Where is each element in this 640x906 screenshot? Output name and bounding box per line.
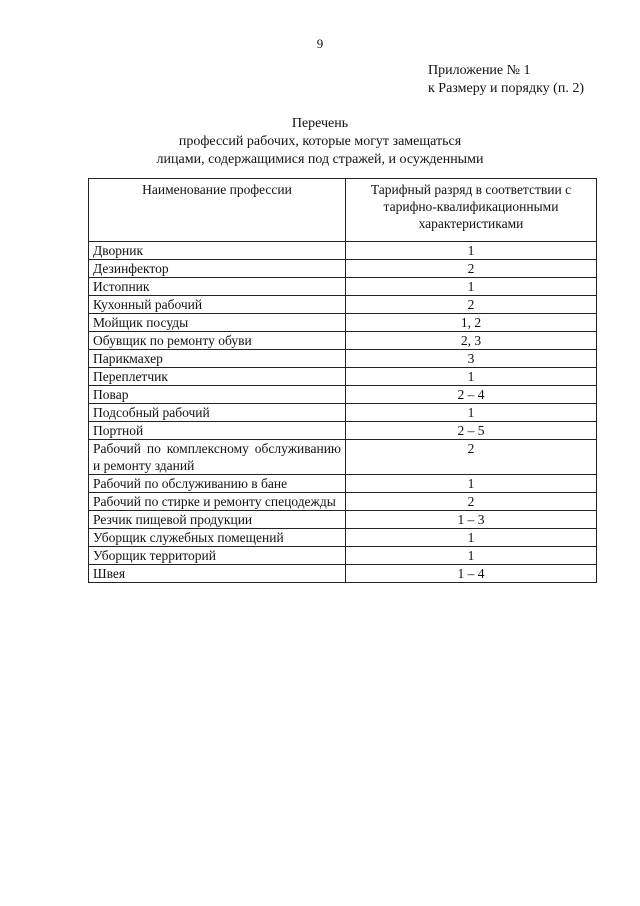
heading-line-3: лицами, содержащимися под стражей, и осужденными xyxy=(156,152,484,167)
heading-title: Перечень xyxy=(291,116,349,131)
profession-name: Подсобный рабочий xyxy=(89,404,346,422)
column-header-grade: Тарифный разряд в соответствии с тарифно-квалификационными характеристиками xyxy=(346,179,597,242)
table-header-row xyxy=(89,179,597,242)
table-row xyxy=(89,511,597,529)
tariff-grade: 2, 3 xyxy=(346,332,597,350)
table-row xyxy=(89,386,597,404)
tariff-grade: 1 xyxy=(346,529,597,547)
table-row xyxy=(89,422,597,440)
profession-name: Уборщик служебных помещений xyxy=(89,529,346,547)
table-row xyxy=(89,565,597,583)
profession-name: Резчик пищевой продукции xyxy=(89,511,346,529)
tariff-grade: 3 xyxy=(346,350,597,368)
profession-name: Швея xyxy=(89,565,346,583)
tariff-grade: 2 – 5 xyxy=(346,422,597,440)
profession-name: Парикмахер xyxy=(89,350,346,368)
professions-table xyxy=(88,178,597,583)
table-row xyxy=(89,278,597,296)
profession-name: Повар xyxy=(89,386,346,404)
profession-name: Обувщик по ремонту обуви xyxy=(89,332,346,350)
table-row xyxy=(89,296,597,314)
table-row xyxy=(89,242,597,260)
document-heading xyxy=(0,115,640,169)
tariff-grade: 2 xyxy=(346,440,597,475)
profession-name: Дворник xyxy=(89,242,346,260)
table-row xyxy=(89,475,597,493)
tariff-grade: 1 xyxy=(346,404,597,422)
tariff-grade: 1 xyxy=(346,278,597,296)
appendix-line-2: к Размеру и порядку (п. 2) xyxy=(428,81,584,96)
tariff-grade: 2 – 4 xyxy=(346,386,597,404)
profession-name: Дезинфектор xyxy=(89,260,346,278)
tariff-grade: 1, 2 xyxy=(346,314,597,332)
column-header-profession: Наименование профессии xyxy=(89,179,346,242)
table-row xyxy=(89,440,597,475)
appendix-note xyxy=(428,62,628,98)
table-row xyxy=(89,332,597,350)
profession-name: Истопник xyxy=(89,278,346,296)
tariff-grade: 1 – 3 xyxy=(346,511,597,529)
profession-name: Рабочий по обслуживанию в бане xyxy=(89,475,346,493)
tariff-grade: 1 xyxy=(346,368,597,386)
profession-name: Уборщик территорий xyxy=(89,547,346,565)
table-row xyxy=(89,404,597,422)
table-row xyxy=(89,314,597,332)
page-number: 9 xyxy=(316,36,324,51)
tariff-grade: 1 xyxy=(346,547,597,565)
tariff-grade: 2 xyxy=(346,260,597,278)
profession-name: Переплетчик xyxy=(89,368,346,386)
table-row xyxy=(89,547,597,565)
profession-name: Кухонный рабочий xyxy=(89,296,346,314)
appendix-line-1: Приложение № 1 xyxy=(428,63,531,78)
heading-line-2: профессий рабочих, которые могут замещаться xyxy=(178,134,462,149)
table-row xyxy=(89,368,597,386)
table-row xyxy=(89,350,597,368)
table-row xyxy=(89,529,597,547)
profession-name: Мойщик посуды xyxy=(89,314,346,332)
table-row xyxy=(89,260,597,278)
tariff-grade: 2 xyxy=(346,296,597,314)
table-row xyxy=(89,493,597,511)
profession-name: Рабочий по комплексному обслуживанию и ремонту зданий xyxy=(89,440,346,475)
tariff-grade: 1 xyxy=(346,475,597,493)
tariff-grade: 1 – 4 xyxy=(346,565,597,583)
tariff-grade: 1 xyxy=(346,242,597,260)
profession-name: Портной xyxy=(89,422,346,440)
profession-name: Рабочий по стирке и ремонту спецодежды xyxy=(89,493,346,511)
tariff-grade: 2 xyxy=(346,493,597,511)
